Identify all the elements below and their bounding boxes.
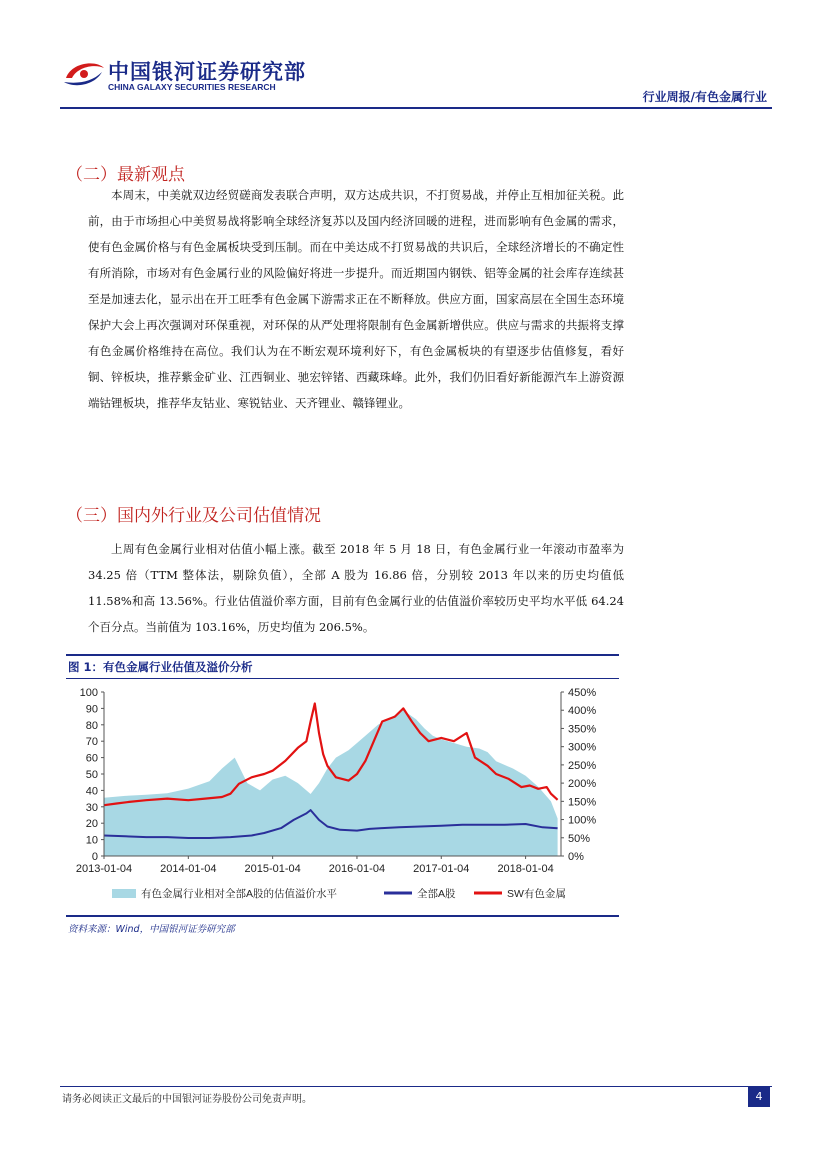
- y-left-tick-label: 80: [85, 719, 98, 732]
- legend-label-all-a: 全部A股: [417, 888, 456, 900]
- x-tick-label: 2014-01-04: [160, 863, 217, 875]
- y-right-tick-label: 50%: [568, 832, 591, 845]
- valuation-chart: [66, 682, 622, 912]
- y-left-tick-label: 100: [79, 687, 98, 699]
- x-tick-label: 2015-01-04: [244, 863, 301, 875]
- section-paragraph-valuation: 上周有色金属行业相对估值小幅上涨。截至 2018 年 5 月 18 日，有色金属行业一年滚动市盈率为 34.25 倍（TTM 整体法，剔除负值），全部 A 股为 16.86 倍，分别较 2013 年以来的历史均值低 11.58%和高 13.56%。行业估值溢价率方面，目前有色金属行业的估值溢价率较历史平均水平低 64.24 个百分点。当前值为 103.16%，历史均值为 206.5%。: [88, 542, 624, 634]
- y-right-tick-label: 250%: [568, 759, 597, 772]
- report-type-label: 行业周报/有色金属行业: [642, 90, 767, 104]
- y-right-tick-label: 0%: [568, 851, 584, 863]
- premium-area-series: [104, 710, 558, 856]
- section-paragraph-latest-views: 本周末，中美就双边经贸磋商发表联合声明，双方达成共识，不打贸易战，并停止互相加征关税。此前，由于市场担心中美贸易战将影响全球经济复苏以及国内经济回暖的进程，进而影响有色金属的需求，使有色金属价格与有色金属板块受到压制。而在中美达成不打贸易战的共识后，全球经济增长的不确定性有所消除，市场对有色金属行业的风险偏好将进一步提升。而近期国内钢铁、铝等金属的社会库存连续甚至是加速去化，显示出在开工旺季有色金属下游需求正在不断释放。供应方面，国家高层在全国生态环境保护大会上再次强调对环保重视，对环保的从严处理将限制有色金属新增供应。供应与需求的共振将支撑有色金属价格维持在高位。我们认为在不断宏观环境利好下，有色金属板块的有望逐步估值修复，看好铜、锌板块，推荐紫金矿业、江西铜业、驰宏锌锗、西藏珠峰。此外，我们仍旧看好新能源汽车上游资源端钴锂板块，推荐华友钴业、寒锐钴业、天齐锂业、赣锋锂业。: [88, 188, 624, 410]
- y-left-tick-label: 30: [85, 801, 98, 814]
- y-left-tick-label: 60: [85, 752, 98, 765]
- legend-layer: [112, 887, 566, 900]
- y-right-tick-label: 400%: [568, 705, 597, 718]
- y-right-tick-label: 300%: [568, 741, 597, 754]
- section-heading-valuation: （三）国内外行业及公司估值情况: [66, 506, 321, 526]
- figure-title-rule: [66, 678, 619, 679]
- galaxy-logo-icon: [62, 58, 106, 88]
- x-tick-label: 2013-01-04: [75, 863, 133, 875]
- legend-label-sw-metal: SW有色金属: [507, 888, 566, 900]
- y-left-tick-label: 20: [85, 818, 98, 831]
- y-right-tick-label: 350%: [568, 723, 597, 736]
- x-tick-label: 2017-01-04: [413, 863, 470, 875]
- y-left-tick-label: 10: [85, 834, 98, 847]
- logo-english-text: CHINA GALAXY SECURITIES RESEARCH: [108, 82, 276, 92]
- page-number: 4: [748, 1087, 770, 1107]
- section-heading-latest-views: （二）最新观点: [66, 165, 185, 185]
- y-right-tick-label: 100%: [568, 814, 597, 827]
- legend-swatch-premium: [112, 889, 136, 898]
- footer-divider: [60, 1086, 772, 1087]
- x-tick-label: 2018-01-04: [497, 863, 554, 875]
- legend-label-premium: 有色金属行业相对全部A股的估值溢价水平: [141, 888, 338, 900]
- y-left-tick-label: 50: [85, 769, 98, 781]
- x-tick-label: 2016-01-04: [328, 863, 386, 875]
- y-left-tick-label: 40: [85, 785, 98, 798]
- y-left-tick-label: 70: [85, 736, 98, 749]
- premium-area-layer: [104, 710, 558, 856]
- logo-chinese-text: 中国银河证券研究部: [108, 60, 306, 84]
- y-right-tick-label: 150%: [568, 796, 597, 809]
- y-right-tick-label: 200%: [568, 778, 597, 791]
- y-left-tick-label: 90: [85, 703, 98, 716]
- footer-disclaimer: 请务必阅读正文最后的中国银河证券股份公司免责声明。: [62, 1094, 312, 1105]
- figure-bottom-rule: [66, 915, 619, 917]
- figure-source: 资料来源：Wind，中国银河证券研究部: [68, 924, 235, 935]
- header-divider: [60, 107, 772, 109]
- figure-top-rule: [66, 654, 619, 656]
- figure-title: 图 1：有色金属行业估值及溢价分析: [68, 660, 253, 674]
- y-left-tick-label: 0: [91, 851, 98, 863]
- y-right-tick-label: 450%: [568, 687, 597, 699]
